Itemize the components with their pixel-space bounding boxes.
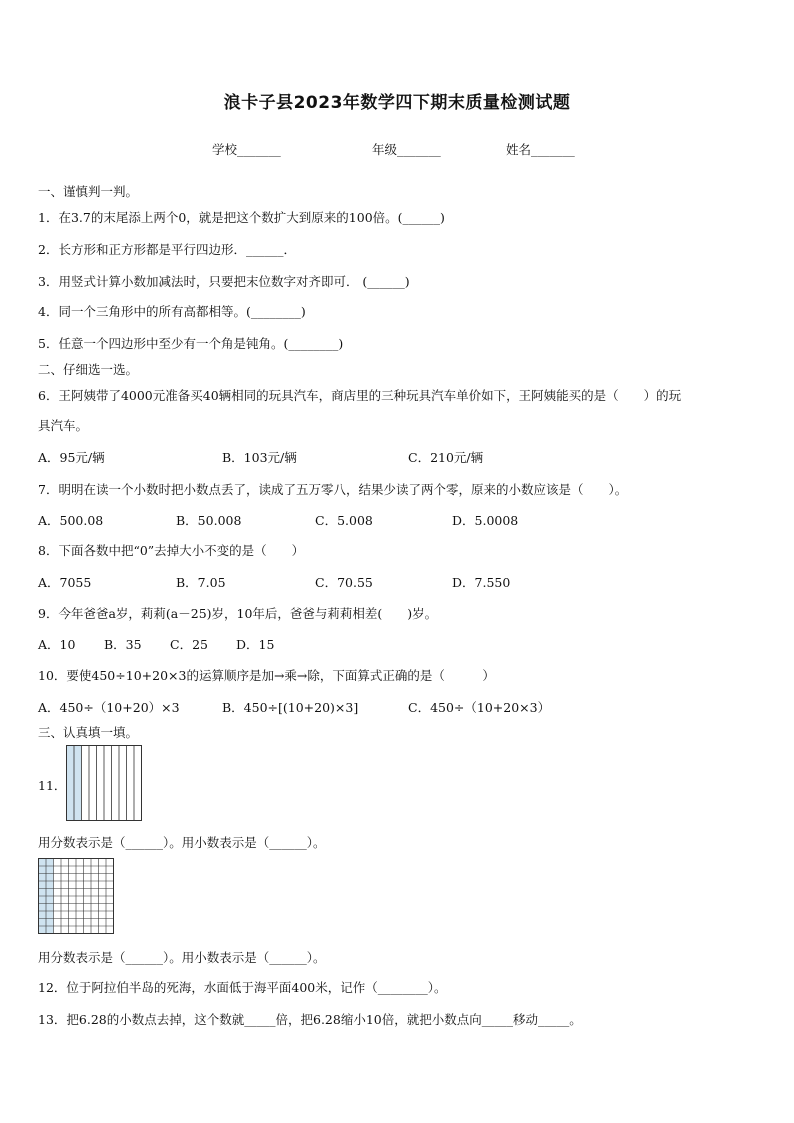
q10-option-b: B．450÷[(10+20)×3]: [222, 700, 359, 715]
q8-option-c: C．70.55: [315, 575, 373, 590]
shaded-column: [74, 746, 82, 821]
question-6: 6．王阿姨带了4000元准备买40辆相同的玩具汽车，商店里的三种玩具汽车单价如下，王阿姨能买的是（ ）的玩: [38, 388, 682, 403]
grade-field: 年级_______: [372, 142, 441, 157]
q7-option-c: C．5.008: [315, 513, 373, 528]
question-2: 2．长方形和正方形都是平行四边形．______．: [38, 242, 296, 257]
q7-option-b: B．50.008: [176, 513, 242, 528]
question-11-line1: 用分数表示是（______）。用小数表示是（______）。: [38, 835, 326, 850]
section-3-heading: 三、认真填一填。: [38, 725, 139, 740]
q9-option-c: C．25: [170, 637, 208, 652]
q10-option-c: C．450÷（10+20×3）: [408, 700, 551, 715]
question-7: 7．明明在读一个小数时把小数点丢了，读成了五万零八，结果少读了两个零，原来的小数应该是（ ）。: [38, 482, 628, 497]
q10-option-a: A．450÷（10+20）×3: [38, 700, 180, 715]
section-2-heading: 二、仔细选一选。: [38, 362, 139, 377]
question-11-line2: 用分数表示是（______）。用小数表示是（______）。: [38, 950, 326, 965]
question-12: 12．位于阿拉伯半岛的死海，水面低于海平面400米，记作（________）。: [38, 980, 447, 995]
question-6-cont: 具汽车。: [38, 418, 89, 433]
shaded-column: [67, 746, 75, 821]
q8-option-b: B．7.05: [176, 575, 226, 590]
question-10: 10．要使450÷10+20×3的运算顺序是加→乘→除，下面算式正确的是（ ）: [38, 668, 495, 683]
q6-option-a: A．95元/辆: [38, 450, 105, 465]
q7-option-d: D．5.0008: [452, 513, 519, 528]
question-8: 8．下面各数中把“0”去掉大小不变的是（ ）: [38, 543, 305, 558]
question-13: 13．把6.28的小数点去掉，这个数就_____倍，把6.28缩小10倍，就把小数点向_____移动_____。: [38, 1012, 582, 1027]
q9-option-b: B．35: [104, 637, 142, 652]
q7-option-a: A．500.08: [38, 513, 104, 528]
q6-option-b: B．103元/辆: [222, 450, 297, 465]
question-3: 3．用竖式计算小数加减法时，只要把末位数字对齐即可． (______): [38, 274, 410, 289]
school-field: 学校_______: [212, 142, 281, 157]
question-4: 4．同一个三角形中的所有高都相等。(________): [38, 304, 306, 319]
question-5: 5．任意一个四边形中至少有一个角是钝角。(________): [38, 336, 344, 351]
question-9: 9．今年爸爸a岁，莉莉(a－25)岁，10年后，爸爸与莉莉相差( )岁。: [38, 606, 438, 621]
question-11-number: 11．: [38, 778, 67, 793]
q9-option-d: D．15: [236, 637, 275, 652]
page-title: 浪卡子县2023年数学四下期末质量检测试题: [223, 93, 571, 113]
q8-option-d: D．7.550: [452, 575, 511, 590]
q8-option-a: A．7055: [38, 575, 92, 590]
name-field: 姓名_______: [506, 142, 575, 157]
section-1-heading: 一、谨慎判一判。: [38, 184, 139, 199]
q9-option-a: A．10: [38, 637, 76, 652]
q6-option-c: C．210元/辆: [408, 450, 484, 465]
strip-diagram: [66, 745, 142, 821]
question-1: 1．在3.7的末尾添上两个0，就是把这个数扩大到原来的100倍。(______): [38, 210, 445, 225]
hundred-grid-diagram: [38, 858, 114, 934]
